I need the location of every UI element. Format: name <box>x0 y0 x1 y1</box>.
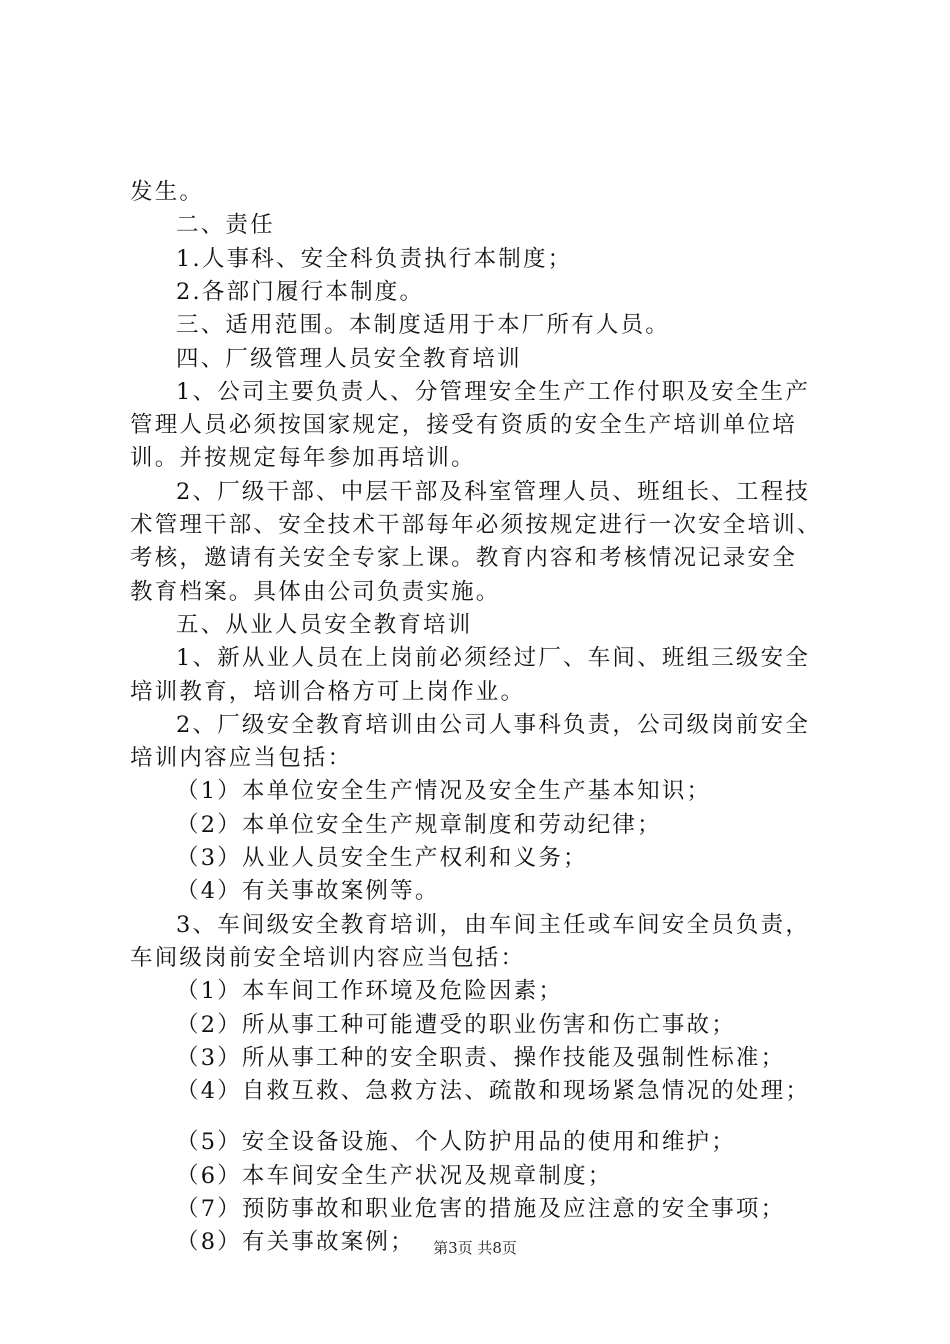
section-heading-scope: 三、适用范围。本制度适用于本厂所有人员。 <box>176 312 671 339</box>
page-footer: 第3页 共8页 <box>433 1239 517 1257</box>
text-line: 发生。 <box>130 179 205 205</box>
text-line: 2.各部门履行本制度。 <box>176 278 425 305</box>
section-heading-responsibility: 二、责任 <box>176 212 275 239</box>
text-line: 教育档案。具体由公司负责实施。 <box>130 578 501 605</box>
list-item: （4）有关事故案例等。 <box>176 878 440 905</box>
text-line: 管理人员必须按国家规定，接受有资质的安全生产培训单位培 <box>130 412 797 439</box>
list-item: （1）本单位安全生产情况及安全生产基本知识； <box>176 778 712 805</box>
list-item: （2）本单位安全生产规章制度和劳动纪律； <box>176 811 662 838</box>
text-line: 培训教育，培训合格方可上岗作业。 <box>130 678 526 705</box>
text-line: 培训内容应当包括： <box>130 745 353 772</box>
list-item: （7）预防事故和职业危害的措施及应注意的安全事项； <box>176 1196 786 1222</box>
list-item: （5）安全设备设施、个人防护用品的使用和维护； <box>176 1129 736 1156</box>
text-line: 1.人事科、安全科负责执行本制度； <box>176 245 573 272</box>
list-item: （3）所从事工种的安全职责、操作技能及强制性标准； <box>176 1044 786 1071</box>
list-item: （6）本车间安全生产状况及规章制度； <box>176 1162 613 1189</box>
text-line: 1、新从业人员在上岗前必须经过厂、车间、班组三级安全 <box>176 645 811 672</box>
list-item: （3）从业人员安全生产权利和义务； <box>176 845 588 871</box>
text-line: 2、厂级安全教育培训由公司人事科负责，公司级岗前安全 <box>176 711 811 738</box>
text-line: 3、车间级安全教育培训，由车间主任或车间安全员负责， <box>176 911 811 938</box>
text-line: 1、公司主要负责人、分管理安全生产工作付职及安全生产 <box>176 378 811 405</box>
text-line: 考核，邀请有关安全专家上课。教育内容和考核情况记录安全 <box>130 545 797 572</box>
list-item: （4）自救互救、急救方法、疏散和现场紧急情况的处理； <box>176 1078 811 1105</box>
text-line: 2、厂级干部、中层干部及科室管理人员、班组长、工程技 <box>176 478 811 505</box>
list-item: （2）所从事工种可能遭受的职业伤害和伤亡事故； <box>176 1011 736 1038</box>
list-item: （8）有关事故案例； <box>176 1229 415 1256</box>
list-item: （1）本车间工作环境及危险因素； <box>176 978 564 1005</box>
section-heading-employee-training: 五、从业人员安全教育培训 <box>176 611 473 638</box>
text-line: 车间级岗前安全培训内容应当包括： <box>130 944 526 971</box>
text-line: 训。并按规定每年参加再培训。 <box>130 445 476 472</box>
text-line: 术管理干部、安全技术干部每年必须按规定进行一次安全培训、 <box>130 512 822 538</box>
section-heading-factory-management-training: 四、厂级管理人员安全教育培训 <box>176 345 522 372</box>
